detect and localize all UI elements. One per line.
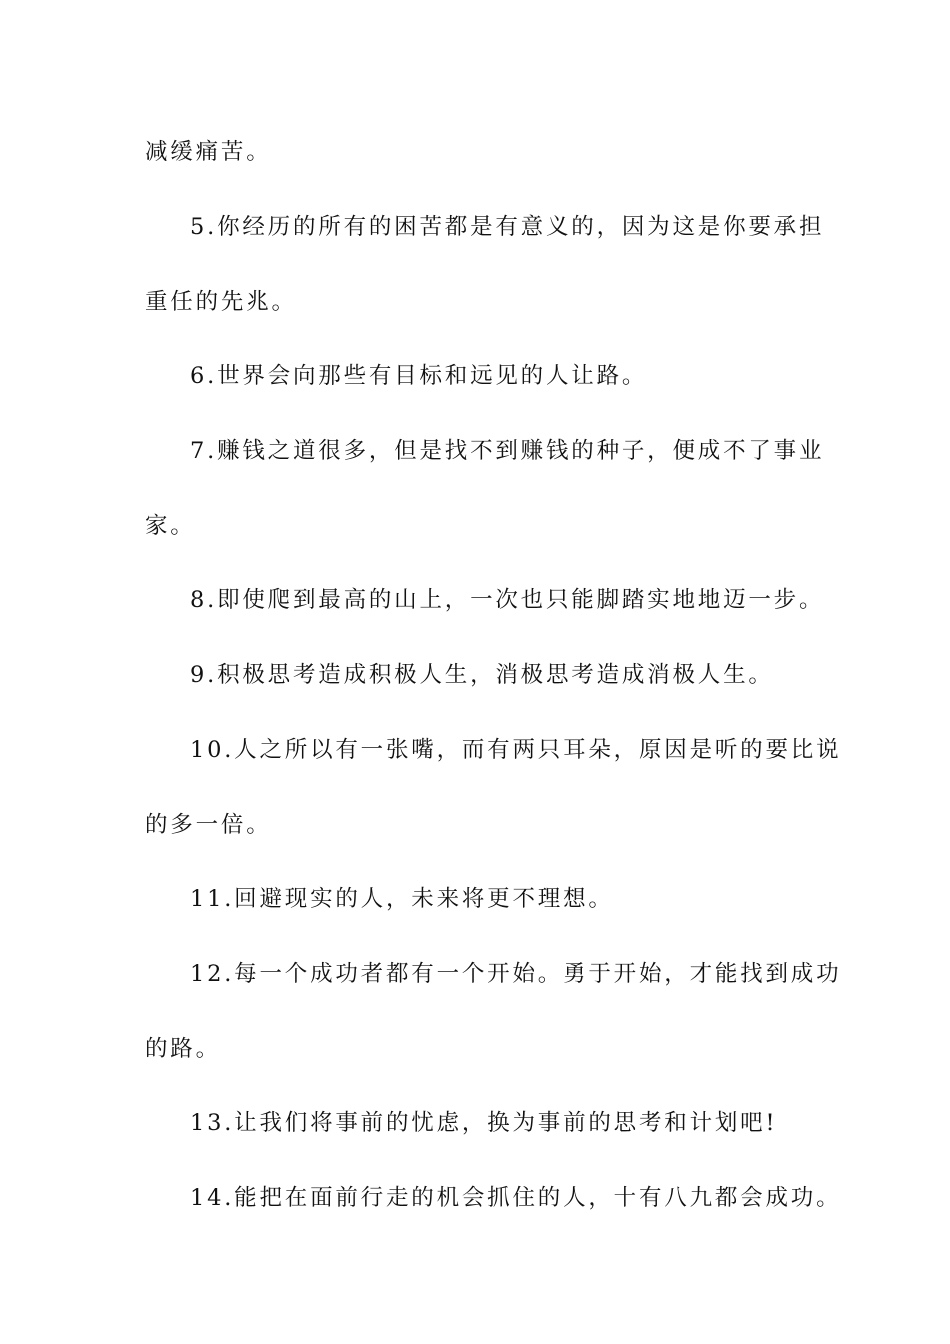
quote-14: 14.能把在面前行走的机会抓住的人，十有八九都会成功。 bbox=[190, 1185, 842, 1211]
quote-12-line-2: 的路。 bbox=[145, 1036, 221, 1062]
text-line-continuation: 减缓痛苦。 bbox=[145, 139, 272, 165]
quote-5-line-1: 5.你经历的所有的困苦都是有意义的，因为这是你要承担 bbox=[190, 214, 825, 240]
quote-8: 8.即使爬到最高的山上，一次也只能脚踏实地地迈一步。 bbox=[190, 587, 825, 613]
quote-7-line-1: 7.赚钱之道很多，但是找不到赚钱的种子，便成不了事业 bbox=[190, 438, 825, 464]
quote-10-line-2: 的多一倍。 bbox=[145, 812, 272, 838]
quote-6: 6.世界会向那些有目标和远见的人让路。 bbox=[190, 363, 648, 389]
quote-11: 11.回避现实的人，未来将更不理想。 bbox=[190, 886, 614, 912]
quote-12-line-1: 12.每一个成功者都有一个开始。勇于开始，才能找到成功 bbox=[190, 961, 842, 987]
quote-7-line-2: 家。 bbox=[145, 513, 196, 539]
quote-13: 13.让我们将事前的忧虑，换为事前的思考和计划吧! bbox=[190, 1110, 778, 1136]
quote-9: 9.积极思考造成积极人生，消极思考造成消极人生。 bbox=[190, 662, 774, 688]
quote-10-line-1: 10.人之所以有一张嘴，而有两只耳朵，原因是听的要比说 bbox=[190, 737, 842, 763]
quote-5-line-2: 重任的先兆。 bbox=[145, 289, 297, 315]
